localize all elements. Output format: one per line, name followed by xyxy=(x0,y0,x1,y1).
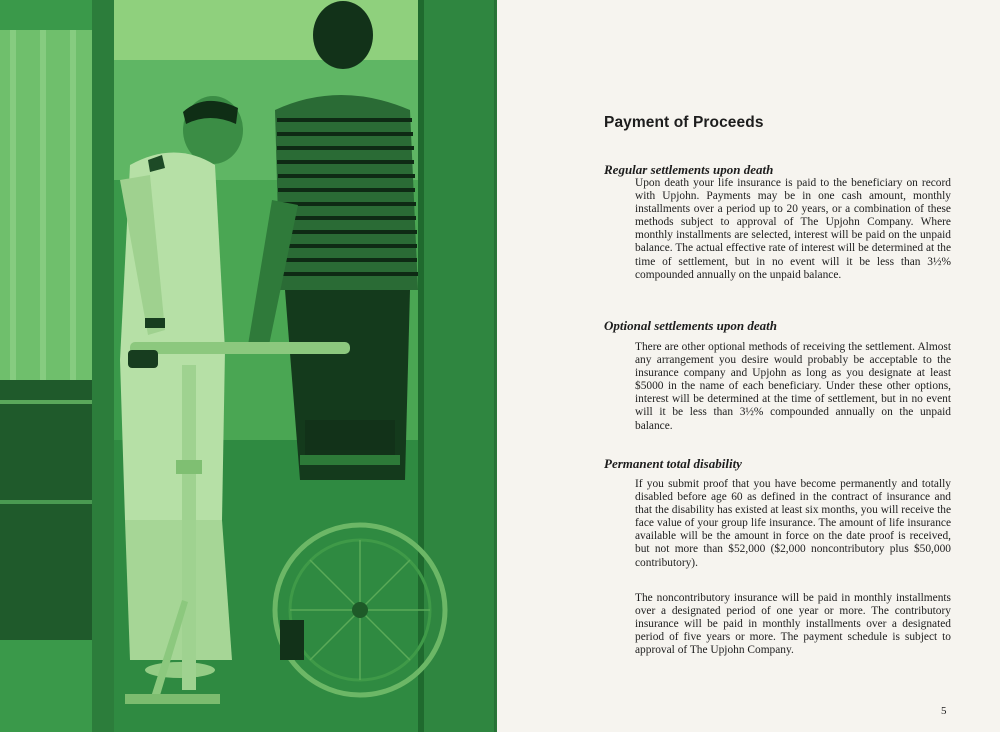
paragraph-permanent-disability-2: The noncontributory insurance will be paid in monthly installments over a designated period of one year or more. The contributory insurance will be paid in monthly installments over a designated period of five years or more. The payment schedule is subject to approval of The Upjohn Company. xyxy=(635,592,951,657)
paragraph-optional-settlements: There are other optional methods of receiving the settlement. Almost any arrangement you desire would probably be acceptable to the insurance company and Upjohn as long as you designate at least $5000 in the name of each beneficiary. Under these other options, interest will be determined at the time of settlement, but in no event will it be less than 3½% compounded annually on the unpaid balance. xyxy=(635,341,951,432)
page-title: Payment of Proceeds xyxy=(604,114,764,131)
hospital-photo xyxy=(0,0,497,732)
section-heading-regular-settlements: Regular settlements upon death xyxy=(604,162,774,177)
section-heading-optional-settlements: Optional settlements upon death xyxy=(604,318,777,333)
page-number: 5 xyxy=(941,705,947,717)
paragraph-permanent-disability-1: If you submit proof that you have become permanently and totally disabled before age 60 as defined in the contract of insurance and that the disability has existed at least six months, you will receive the face value of your group life insurance. The amount of life insurance available will be the amount in force on the date proof is received, but not more than $52,000 ($2,000 noncontributory plus $50,000 contributory). xyxy=(635,478,951,569)
paragraph-regular-settlements: Upon death your life insurance is paid to the beneficiary on record with Upjohn. Payments may be in one cash amount, monthly installments over a period up to 20 years, or a combination of these methods subject to approval of The Upjohn Company. Where monthly installments are selected, interest will be paid on the unpaid balance. The actual effective rate of interest will be determined at the time of settlement, but in no event will it be less than 3½% compounded annually on the unpaid balance. xyxy=(635,177,951,281)
photo-page xyxy=(0,0,497,732)
text-page xyxy=(497,0,1000,732)
section-heading-permanent-disability: Permanent total disability xyxy=(604,456,742,471)
